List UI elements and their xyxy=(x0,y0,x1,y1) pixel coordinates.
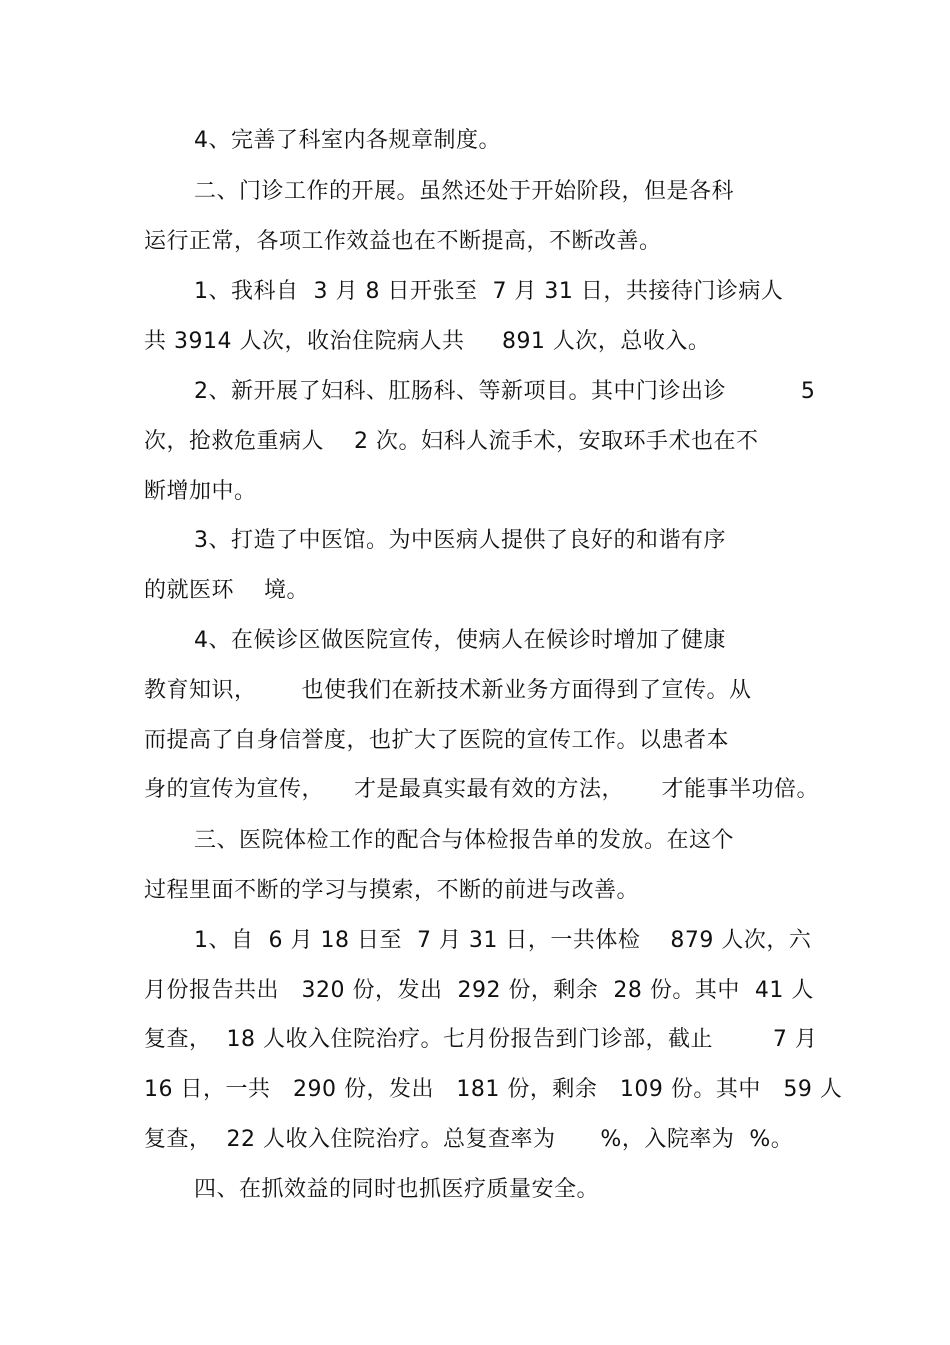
paragraph-checkup-1-cont-3: 16 日，一共 290 份，发出 181 份，剩余 109 份。其中 59 人 xyxy=(144,1077,843,1102)
paragraph-outpatient-4-cont-2: 而提高了自身信誉度，也扩大了医院的宣传工作。以患者本 xyxy=(144,728,730,753)
section-heading-checkup: 三、医院体检工作的配合与体检报告单的发放。在这个 xyxy=(194,828,735,853)
paragraph-checkup-1-cont-2: 复查， 18 人收入住院治疗。七月份报告到门诊部，截止 7 月 xyxy=(144,1027,818,1052)
list-item-4-rules: 4、完善了科室内各规章制度。 xyxy=(194,128,501,153)
paragraph-outpatient-4: 4、在候诊区做医院宣传，使病人在候诊时增加了健康 xyxy=(194,628,726,653)
paragraph-outpatient-3: 3、打造了中医馆。为中医病人提供了良好的和谐有序 xyxy=(194,528,726,553)
paragraph-outpatient-1: 1、我科自 3 月 8 日开张至 7 月 31 日，共接待门诊病人 xyxy=(194,279,784,304)
section-heading-outpatient-cont: 运行正常，各项工作效益也在不断提高，不断改善。 xyxy=(144,229,662,254)
paragraph-checkup-1-end: 复查， 22 人收入住院治疗。总复查率为 %，入院率为 %。 xyxy=(144,1127,794,1152)
paragraph-outpatient-4-cont-1: 教育知识， 也使我们在新技术新业务方面得到了宣传。从 xyxy=(144,678,752,703)
paragraph-outpatient-3-cont: 的就医环 境。 xyxy=(144,578,309,603)
section-heading-outpatient: 二、门诊工作的开展。虽然还处于开始阶段，但是各科 xyxy=(194,179,735,204)
paragraph-outpatient-4-end: 身的宣传为宣传， 才是最真实最有效的方法， 才能事半功倍。 xyxy=(144,777,819,802)
paragraph-outpatient-2-cont: 次，抢救危重病人 2 次。妇科人流手术，安取环手术也在不 xyxy=(144,429,759,454)
paragraph-outpatient-2: 2、新开展了妇科、肛肠科、等新项目。其中门诊出诊 5 xyxy=(194,379,816,404)
section-heading-quality: 四、在抓效益的同时也抓医疗质量安全。 xyxy=(194,1177,600,1202)
paragraph-outpatient-1-cont: 共 3914 人次，收治住院病人共 891 人次，总收入。 xyxy=(144,329,711,354)
section-heading-checkup-cont: 过程里面不断的学习与摸索，不断的前进与改善。 xyxy=(144,878,640,903)
paragraph-checkup-1: 1、自 6 月 18 日至 7 月 31 日，一共体检 879 人次，六 xyxy=(194,928,812,953)
paragraph-checkup-1-cont-1: 月份报告共出 320 份，发出 292 份，剩余 28 份。其中 41 人 xyxy=(144,978,814,1003)
paragraph-outpatient-2-end: 断增加中。 xyxy=(144,479,257,504)
